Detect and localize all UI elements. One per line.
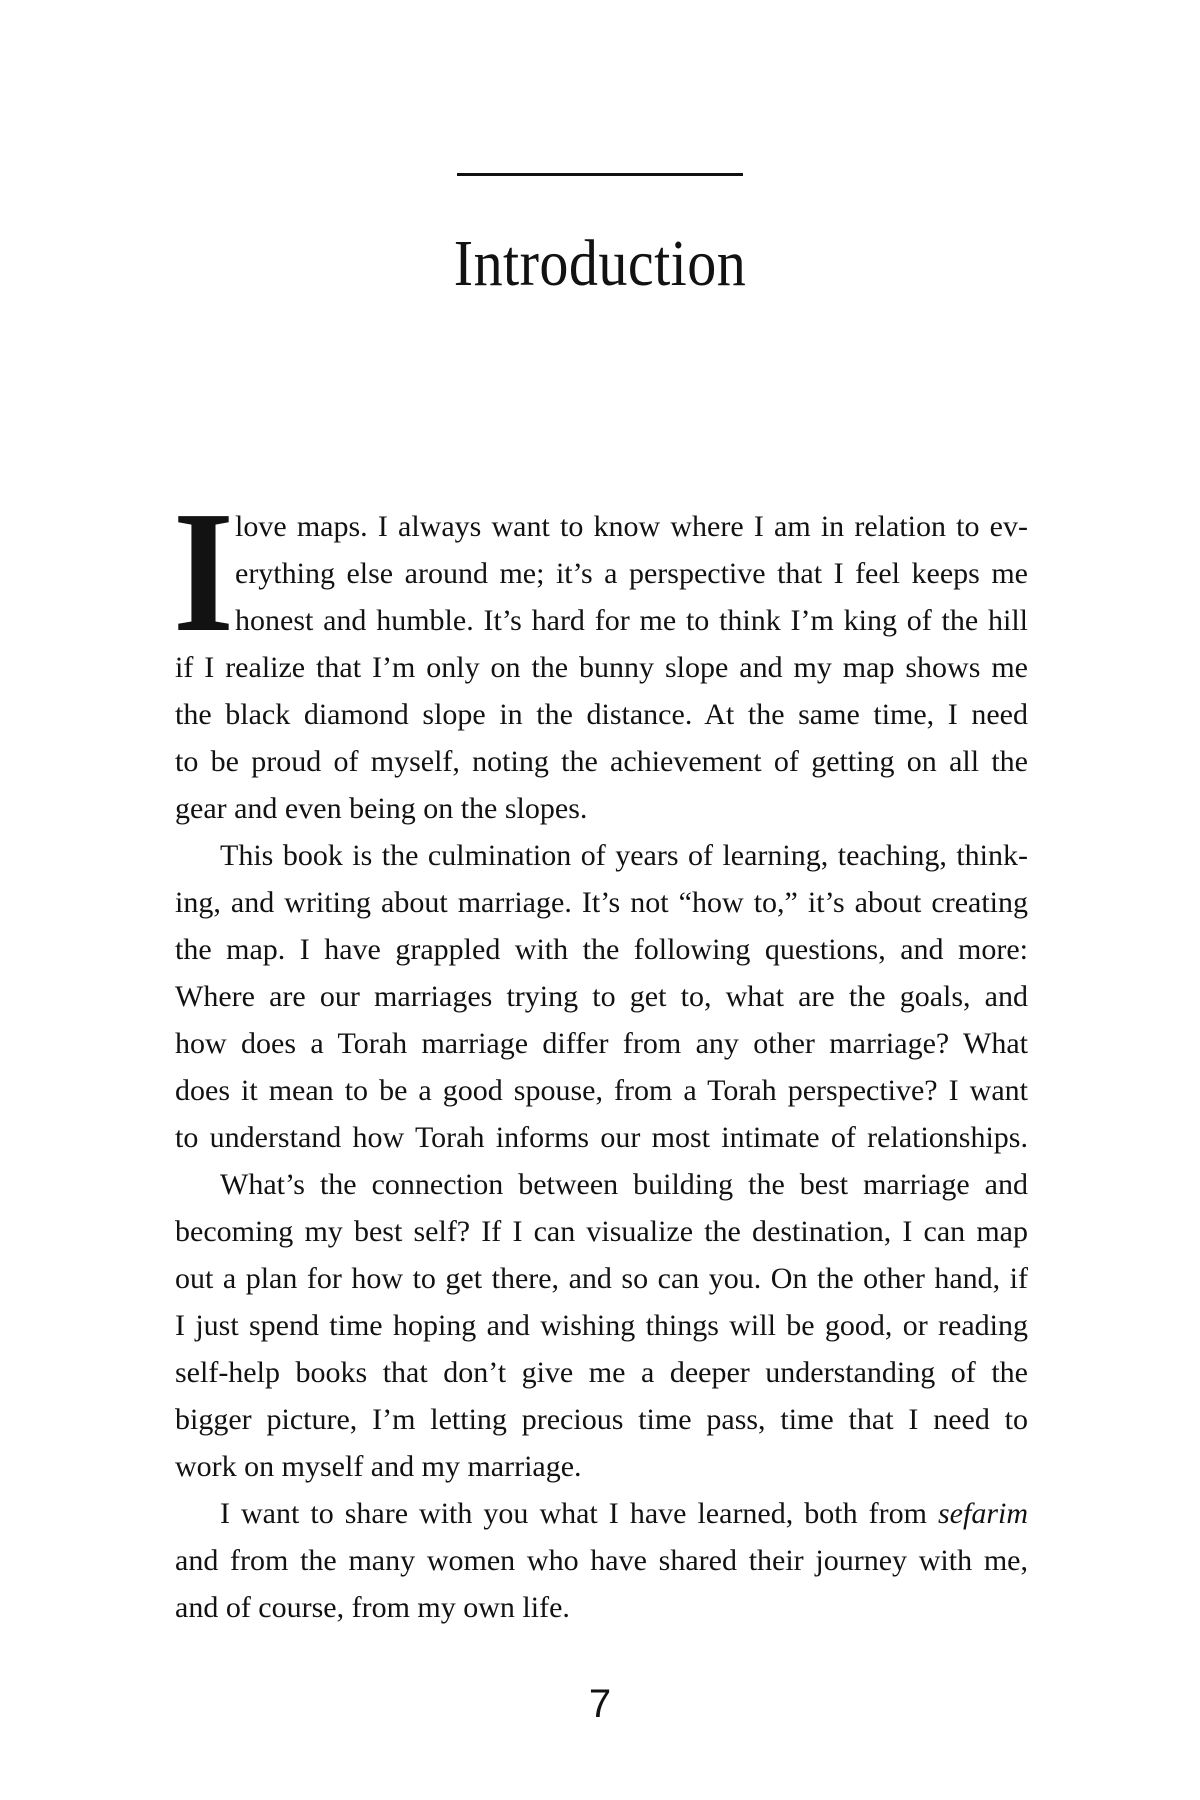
text-line: What’s the connection between building the best marriage and	[220, 1168, 1028, 1201]
text-line: Where are our marriages trying to get to, what are the goals, and	[175, 980, 1028, 1013]
paragraph-1	[175, 503, 1028, 832]
text-line: self-help books that don’t give me a deeper understanding of the	[175, 1356, 1028, 1389]
text-line: honest and humble. It’s hard for me to think I’m king of the hill	[235, 604, 1028, 637]
text-line: and from the many women who have shared their journey with me,	[175, 1544, 1028, 1577]
paragraph-3	[175, 1161, 1028, 1490]
body-text	[173, 475, 1028, 1631]
text-line: how does a Torah marriage differ from any other marriage? What	[175, 1027, 1028, 1060]
text-line: the map. I have grappled with the following questions, and more:	[175, 933, 1028, 966]
text-line: does it mean to be a good spouse, from a Torah perspective? I want	[175, 1074, 1028, 1107]
page-number: 7	[588, 1682, 612, 1726]
title-rule	[457, 173, 743, 176]
text-line: gear and even being on the slopes.	[175, 792, 588, 825]
text-run: I want to share with you what I have learned, both from	[220, 1497, 938, 1530]
text-line: becoming my best self? If I can visualize the destination, I can map	[175, 1215, 1028, 1248]
text-line: bigger picture, I’m letting precious time pass, time that I need to	[175, 1403, 1028, 1436]
text-line: love maps. I always want to know where I am in relation to ev-	[235, 510, 1028, 543]
text-line: out a plan for how to get there, and so can you. On the other hand, if	[175, 1262, 1028, 1295]
text-line: to understand how Torah informs our most intimate of relationships.	[175, 1121, 1028, 1154]
italic-term: sefarim	[938, 1497, 1028, 1530]
chapter-title: Introduction	[453, 227, 747, 300]
text-line: I just spend time hoping and wishing things will be good, or reading	[175, 1309, 1028, 1342]
text-line: to be proud of myself, noting the achievement of getting on all the	[175, 745, 1028, 778]
dropcap-letter: I	[173, 475, 234, 668]
text-line: This book is the culmination of years of learning, teaching, think-	[220, 839, 1028, 872]
text-line: erything else around me; it’s a perspective that I feel keeps me	[235, 557, 1028, 590]
text-line: work on myself and my marriage.	[175, 1450, 582, 1483]
text-line: the black diamond slope in the distance. At the same time, I need	[175, 698, 1028, 731]
paragraph-2	[175, 832, 1028, 1161]
text-line: and of course, from my own life.	[175, 1591, 570, 1624]
paragraph-4	[175, 1490, 1028, 1631]
text-line: if I realize that I’m only on the bunny slope and my map shows me	[175, 651, 1028, 684]
text-line	[175, 1490, 1028, 1537]
text-line: ing, and writing about marriage. It’s not “how to,” it’s about creating	[175, 886, 1028, 919]
